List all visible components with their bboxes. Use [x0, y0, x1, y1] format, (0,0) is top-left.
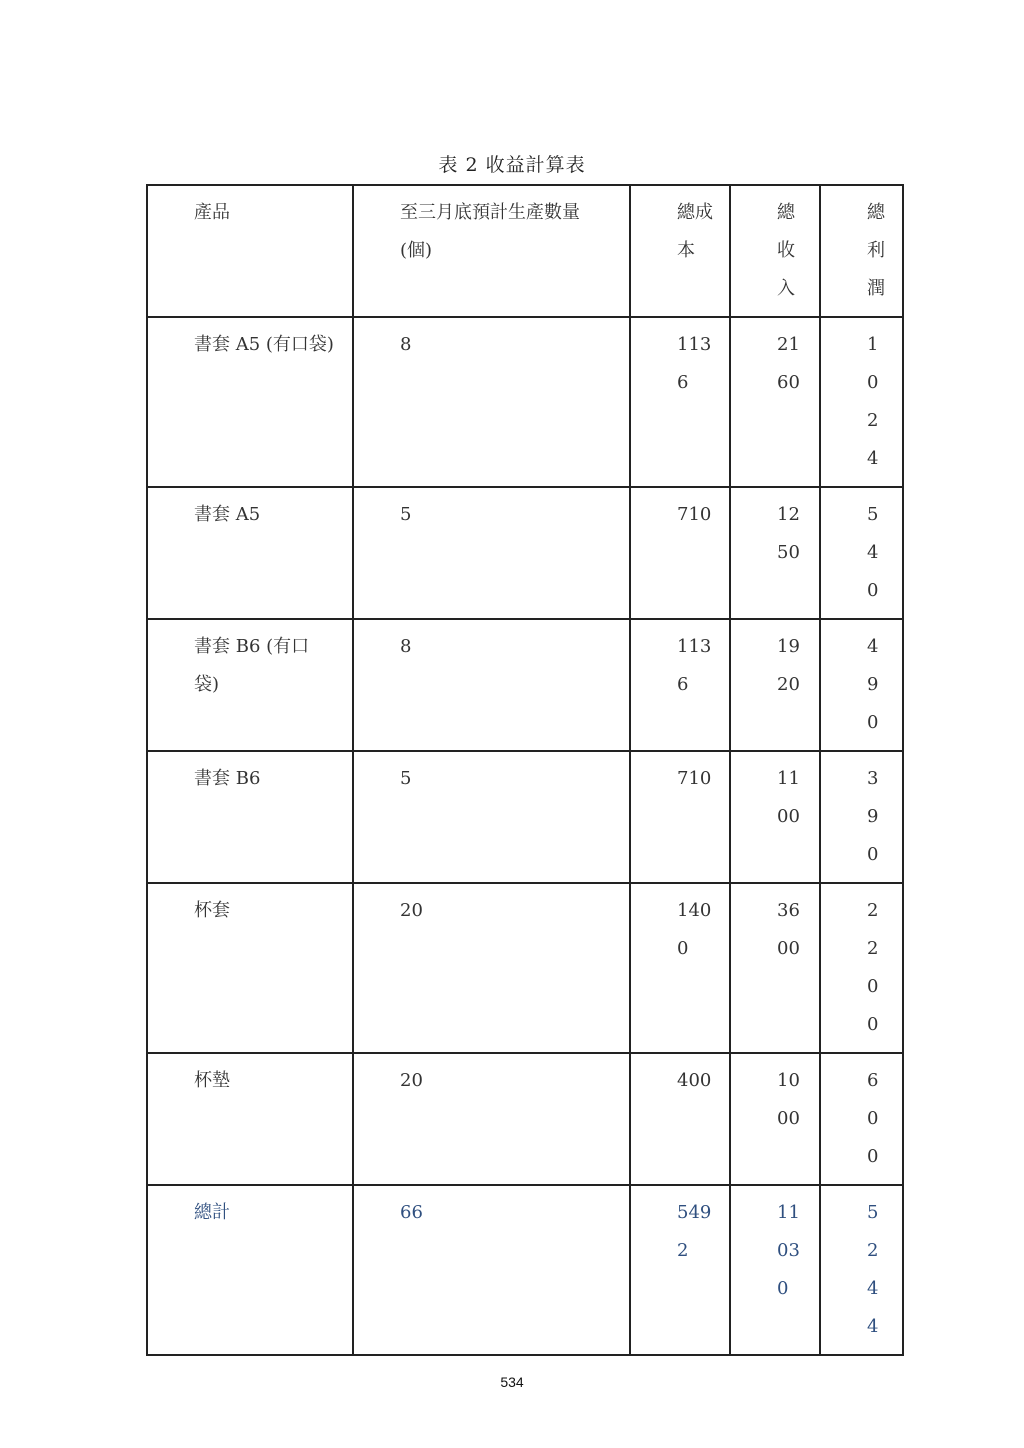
cell-total-profit-value: 490 [867, 636, 879, 733]
cell-total-profit [820, 317, 903, 487]
header-total-profit [820, 185, 903, 317]
cell-total-revenue [730, 619, 820, 751]
cell-quantity: 5 [353, 751, 630, 883]
cell-total-profit [820, 1053, 903, 1185]
cell-total-revenue [730, 1053, 820, 1185]
cell-total-profit-value: 2200 [867, 900, 879, 1035]
cell-total-profit [820, 883, 903, 1053]
cell-total-profit-value: 540 [867, 504, 879, 601]
cell-quantity: 20 [353, 1053, 630, 1185]
table-header-row [147, 185, 903, 317]
total-profit-value: 5244 [867, 1202, 879, 1337]
cell-total-revenue-value: 1920 [777, 636, 800, 695]
cell-total-profit-value: 600 [867, 1070, 879, 1167]
table-row [147, 751, 903, 883]
cell-product: 書套 A5 [147, 487, 353, 619]
header-quantity-label: 至三月底預計生產數量(個) [400, 202, 580, 261]
cell-total-revenue [730, 883, 820, 1053]
total-profit [820, 1185, 903, 1355]
cell-total-revenue-value: 3600 [777, 900, 800, 959]
cell-quantity: 8 [353, 619, 630, 751]
header-quantity [353, 185, 630, 317]
cell-total-revenue-value: 1100 [777, 768, 800, 827]
total-label: 總計 [147, 1185, 353, 1355]
cell-product: 杯套 [147, 883, 353, 1053]
table-caption: 表 2 收益計算表 [438, 154, 586, 176]
cell-product: 書套 B6 (有口袋) [147, 619, 353, 751]
header-total-revenue-label: 總收入 [777, 202, 795, 299]
total-revenue [730, 1185, 820, 1355]
header-product: 產品 [147, 185, 353, 317]
revenue-table [146, 184, 904, 1356]
table-row [147, 487, 903, 619]
header-total-cost [630, 185, 730, 317]
cell-total-profit [820, 619, 903, 751]
cell-quantity: 5 [353, 487, 630, 619]
cell-product: 書套 B6 [147, 751, 353, 883]
header-total-revenue [730, 185, 820, 317]
total-revenue-value: 11030 [777, 1202, 800, 1299]
cell-quantity: 20 [353, 883, 630, 1053]
cell-quantity: 8 [353, 317, 630, 487]
total-quantity: 66 [353, 1185, 630, 1355]
cell-total-profit-value: 390 [867, 768, 879, 865]
cell-product: 書套 A5 (有口袋) [147, 317, 353, 487]
cell-product: 杯墊 [147, 1053, 353, 1185]
table-total-row [147, 1185, 903, 1355]
cell-total-profit [820, 487, 903, 619]
page-number: 534 [500, 1374, 524, 1390]
table-row [147, 619, 903, 751]
cell-total-revenue-value: 1250 [777, 504, 800, 563]
table-row [147, 883, 903, 1053]
cell-total-profit [820, 751, 903, 883]
cell-total-revenue [730, 317, 820, 487]
cell-total-revenue-value: 2160 [777, 334, 800, 393]
cell-total-revenue [730, 751, 820, 883]
cell-total-revenue-value: 1000 [777, 1070, 800, 1129]
header-total-profit-label: 總利潤 [867, 202, 885, 299]
cell-total-cost: 1400 [630, 883, 730, 1053]
table-row [147, 317, 903, 487]
cell-total-cost: 1136 [630, 619, 730, 751]
table-row [147, 1053, 903, 1185]
cell-total-cost: 710 [630, 751, 730, 883]
header-total-cost-label: 總成本 [677, 202, 713, 261]
cell-total-cost: 710 [630, 487, 730, 619]
cell-total-profit-value: 1024 [867, 334, 879, 469]
cell-total-cost: 1136 [630, 317, 730, 487]
cell-total-cost: 400 [630, 1053, 730, 1185]
total-cost: 5492 [630, 1185, 730, 1355]
cell-total-revenue [730, 487, 820, 619]
